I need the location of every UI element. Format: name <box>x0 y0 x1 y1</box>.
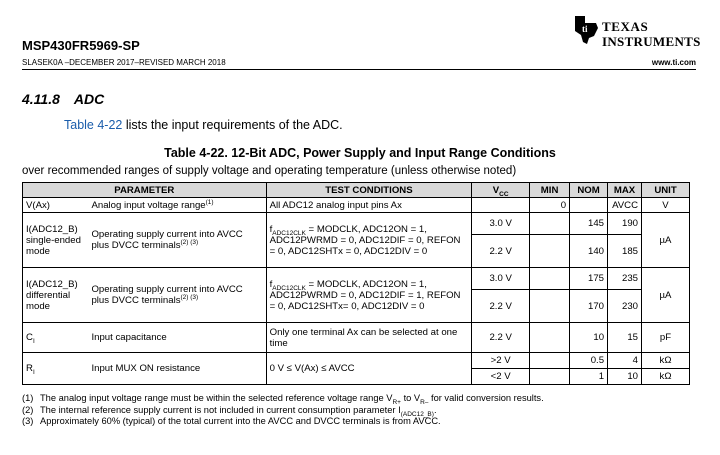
doc-title: MSP430FR5969-SP <box>22 38 140 53</box>
unit-cell: kΩ <box>642 369 690 385</box>
footnote <box>22 393 544 405</box>
unit-cell: µA <box>642 213 690 268</box>
col-nom: NOM <box>570 183 608 198</box>
vcc-cell: 2.2 V <box>472 235 530 268</box>
spec-table <box>22 182 690 385</box>
note-text: . <box>433 404 437 415</box>
max-cell: 190 <box>608 213 642 235</box>
nom-cell: 175 <box>570 268 608 290</box>
table-row-iadc-diff <box>23 268 690 290</box>
cond-fsub: ADC12CLK <box>272 284 306 292</box>
min-cell <box>530 323 570 353</box>
cond-rest: = MODCLK, ADC12ON = 1, ADC12PWRMD = 0, ADC12DIF = 1, REFON = 0, ADC12SHTx= 0, ADC12DIV = 0 <box>269 278 461 312</box>
vcc-cell: 2.2 V <box>472 323 530 353</box>
col-test-conditions: TEST CONDITIONS <box>266 183 472 198</box>
footnote <box>22 416 544 428</box>
nom-cell <box>570 198 608 213</box>
note-text: The analog input voltage range must be within the selected reference voltage range V <box>40 393 393 403</box>
min-cell <box>530 353 570 369</box>
table-row-iadc-single <box>23 213 690 235</box>
nom-cell: 10 <box>570 323 608 353</box>
unit-cell: µA <box>642 268 690 323</box>
texas-state-icon <box>572 14 600 46</box>
ti-logo <box>572 14 701 50</box>
min-cell <box>530 369 570 385</box>
note-sub: (ADC12_B) <box>400 410 434 418</box>
footnote-ref: (2) (3) <box>180 293 199 301</box>
test-condition: 0 V ≤ V(Ax) ≤ AVCC <box>266 353 472 385</box>
note-sub: R– <box>420 398 429 406</box>
max-cell: 230 <box>608 290 642 323</box>
nom-cell: 0.5 <box>570 353 608 369</box>
note-text: for valid conversion results. <box>428 393 544 403</box>
symbol-text: R <box>26 363 33 374</box>
vcc-sub: CC <box>499 190 509 198</box>
vcc-cell <box>472 198 530 213</box>
symbol-sub: I <box>32 337 35 345</box>
table-header-row <box>23 183 690 198</box>
footnote-number: (2) <box>22 404 34 415</box>
param-desc: Input capacitance <box>88 323 266 353</box>
col-max: MAX <box>608 183 642 198</box>
max-cell: 10 <box>608 369 642 385</box>
table-link[interactable]: Table 4-22 <box>64 118 123 132</box>
cond-f: f <box>269 223 273 235</box>
nom-cell: 140 <box>570 235 608 268</box>
logo-line2: INSTRUMENTS <box>602 34 701 49</box>
footnotes <box>22 393 544 428</box>
vcc-cell: 3.0 V <box>472 268 530 290</box>
unit-cell: pF <box>642 323 690 353</box>
vcc-cell: >2 V <box>472 353 530 369</box>
vcc-cell: 3.0 V <box>472 213 530 235</box>
desc-text: Operating supply current into AVCC plus DVCC terminals <box>91 229 243 251</box>
intro-text: lists the input requirements of the ADC. <box>122 118 343 132</box>
section-heading <box>22 91 104 107</box>
vcc-cell: 2.2 V <box>472 290 530 323</box>
desc-text: Analog input voltage range <box>91 199 206 211</box>
param-symbol: I(ADC12_B) differential mode <box>23 268 89 323</box>
symbol-sub: I <box>32 368 35 376</box>
param-symbol: V(Ax) <box>23 198 89 213</box>
param-desc <box>88 198 266 213</box>
table-row-ci <box>23 323 690 353</box>
test-condition: Only one terminal Ax can be selected at one time <box>266 323 472 353</box>
test-condition <box>266 268 472 323</box>
table-title: Table 4-22. 12-Bit ADC, Power Supply and Input Range Conditions <box>164 146 556 160</box>
lit-number: SLASEK0A –DECEMBER 2017–REVISED MARCH 2018 <box>22 58 226 67</box>
min-cell: 0 <box>530 198 570 213</box>
footnote-ref: (1) <box>205 198 214 206</box>
min-cell <box>530 290 570 323</box>
vcc-label: V <box>492 184 500 196</box>
section-title: ADC <box>73 91 105 107</box>
max-cell: 15 <box>608 323 642 353</box>
footnote <box>22 405 544 417</box>
param-symbol: I(ADC12_B) single-ended mode <box>23 213 89 268</box>
nom-cell: 170 <box>570 290 608 323</box>
note-sub: R+ <box>392 398 401 406</box>
logo-line1: TEXAS <box>602 19 649 34</box>
max-cell: 185 <box>608 235 642 268</box>
svg-text:ti: ti <box>582 24 588 34</box>
footnote-text: Approximately 60% (typical) of the total current into the AVCC and DVCC terminals is from AVCC. <box>40 416 441 426</box>
cond-fsub: ADC12CLK <box>272 229 306 237</box>
footnote-text <box>40 393 544 405</box>
unit-cell: V <box>642 198 690 213</box>
col-min: MIN <box>530 183 570 198</box>
param-desc <box>88 268 266 323</box>
min-cell <box>530 268 570 290</box>
header-rule <box>22 69 696 70</box>
table-row-vax <box>23 198 690 213</box>
param-desc: Input MUX ON resistance <box>88 353 266 385</box>
nom-cell: 1 <box>570 369 608 385</box>
note-text: The internal reference supply current is not included in current consumption parameter I <box>40 404 401 415</box>
footnote-ref: (2) (3) <box>180 238 199 246</box>
cond-rest: = MODCLK, ADC12ON = 1, ADC12PWRMD = 0, ADC12DIF = 0, REFON = 0, ADC12SHTx = 0, ADC12DIV = 0 <box>269 223 461 257</box>
symbol-text: C <box>26 332 33 343</box>
col-unit: UNIT <box>642 183 690 198</box>
desc-text: Operating supply current into AVCC plus DVCC terminals <box>91 284 243 306</box>
test-condition <box>266 213 472 268</box>
min-cell <box>530 213 570 235</box>
table-row-ri <box>23 353 690 369</box>
param-symbol <box>23 323 89 353</box>
col-vcc <box>472 183 530 198</box>
vcc-cell: <2 V <box>472 369 530 385</box>
col-parameter: PARAMETER <box>23 183 267 198</box>
max-cell: AVCC <box>608 198 642 213</box>
nom-cell: 145 <box>570 213 608 235</box>
unit-cell: kΩ <box>642 353 690 369</box>
max-cell: 235 <box>608 268 642 290</box>
min-cell <box>530 235 570 268</box>
test-condition: All ADC12 analog input pins Ax <box>266 198 472 213</box>
section-number: 4.11.8 <box>22 91 60 107</box>
website-link[interactable]: www.ti.com <box>651 58 696 67</box>
max-cell: 4 <box>608 353 642 369</box>
note-text: to V <box>400 393 421 403</box>
cond-f: f <box>269 278 273 290</box>
footnote-number: (3) <box>22 416 34 426</box>
footnote-text <box>40 405 437 417</box>
param-desc <box>88 213 266 268</box>
intro-paragraph <box>64 118 343 132</box>
footnote-number: (1) <box>22 393 34 403</box>
table-subtitle: over recommended ranges of supply voltage and operating temperature (unless otherwise noted) <box>22 165 517 177</box>
param-symbol <box>23 353 89 385</box>
